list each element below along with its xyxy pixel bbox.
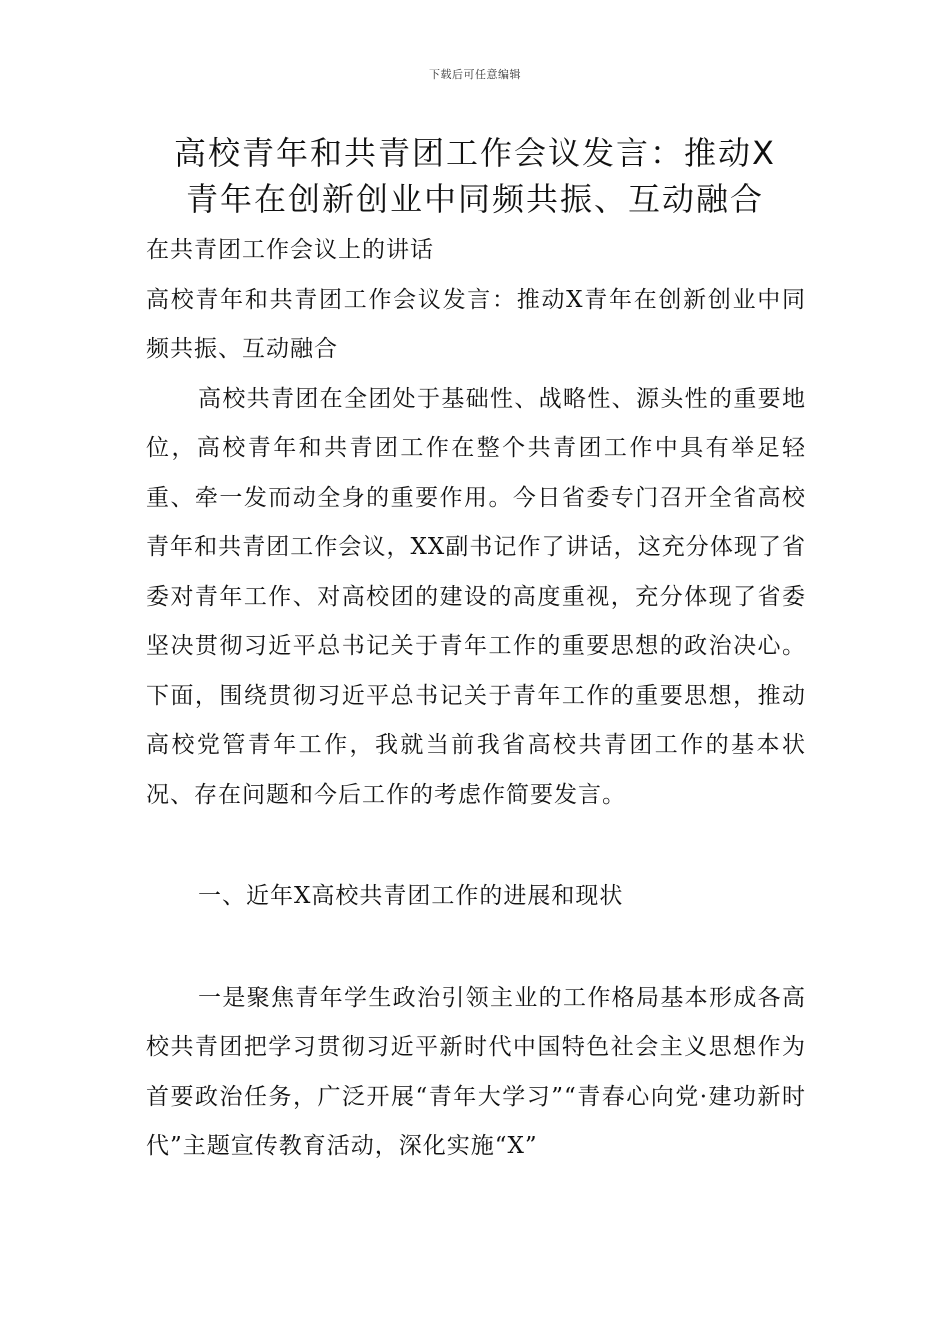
document-title bbox=[150, 130, 800, 222]
title-line-2: 青年在创新创业中同频共振、互动融合 bbox=[185, 180, 764, 218]
section-heading: 一、近年X高校共青团工作的进展和现状 bbox=[198, 883, 624, 909]
document-body bbox=[146, 226, 806, 1172]
title-line-1: 高校青年和共青团工作会议发言：推动X bbox=[174, 134, 776, 172]
section-paragraph: 一是聚焦青年学生政治引领主业的工作格局基本形成各高校共青团把学习贯彻习近平新时代中国特色社会主义思想作为首要政治任务，广泛开展“青年大学习”“青春心向党·建功新时代”主题宣传教育活动，深化实施“X” bbox=[146, 984, 806, 1159]
subtitle: 在共青团工作会议上的讲话 bbox=[146, 237, 434, 263]
intro-paragraph: 高校共青团在全团处于基础性、战略性、源头性的重要地位，高校青年和共青团工作在整个共青团工作中具有举足轻重、牵一发而动全身的重要作用。今日省委专门召开全省高校青年和共青团工作会议，XX副书记作了讲话，这充分体现了省委对青年工作、对高校团的建设的高度重视，充分体现了省委坚决贯彻习近平总书记关于青年工作的重要思想的政治决心。下面，围绕贯彻习近平总书记关于青年工作的重要思想，推动高校党管青年工作，我就当前我省高校共青团工作的基本状况、存在问题和今后工作的考虑作简要发言。 bbox=[146, 385, 806, 808]
repeat-title: 高校青年和共青团工作会议发言：推动X青年在创新创业中同频共振、互动融合 bbox=[146, 286, 806, 362]
download-note: 下载后可任意编辑 bbox=[429, 68, 521, 81]
